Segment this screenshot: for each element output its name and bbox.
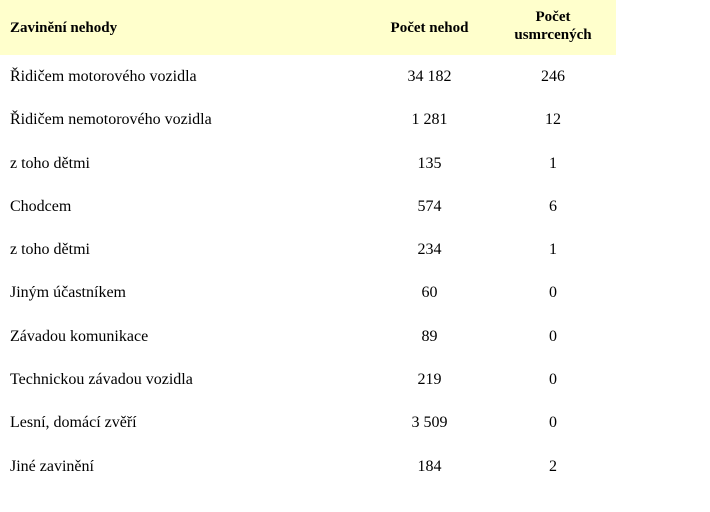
cell-cause: Řidičem nemotorového vozidla: [10, 111, 212, 129]
cell-cause: Lesní, domácí zvěří: [10, 414, 137, 432]
cell-accident-count: 219: [417, 371, 442, 389]
cell-accident-count: 60: [421, 284, 438, 302]
cell-deaths: 1: [549, 241, 557, 259]
header-deaths-line1: Počet: [535, 9, 571, 25]
cell-deaths: 0: [549, 371, 557, 389]
table-row: [0, 271, 616, 314]
cell-cause: Jiné zavinění: [10, 457, 94, 475]
cell-cause: Závadou komunikace: [10, 327, 149, 345]
table-row: [0, 401, 616, 444]
cell-cause: Technickou závadou vozidla: [10, 371, 193, 389]
table-row: [0, 445, 616, 488]
table-row: [0, 142, 616, 185]
table-row: [0, 55, 616, 98]
table-row: [0, 358, 616, 401]
cell-deaths: 1: [549, 154, 557, 172]
header-deaths: [490, 8, 616, 44]
cell-deaths: 246: [541, 68, 565, 85]
cell-cause: Jiným účastníkem: [10, 284, 126, 302]
table-row: [0, 228, 616, 271]
cell-accident-count: 3 509: [411, 414, 448, 432]
cell-deaths: 2: [549, 457, 557, 475]
cell-accident-count: 34 182: [407, 68, 452, 85]
header-deaths-line2: usmrcených: [514, 27, 592, 43]
cell-accident-count: 234: [417, 241, 442, 259]
table-header: [0, 0, 616, 55]
table-row: [0, 98, 616, 141]
cell-cause: z toho dětmi: [10, 241, 90, 259]
cell-deaths: 0: [549, 414, 557, 432]
cell-accident-count: 1 281: [411, 111, 448, 129]
cell-cause: Řidičem motorového vozidla: [10, 68, 197, 85]
cell-accident-count: 184: [417, 457, 442, 475]
table-row: [0, 185, 616, 228]
table-row: [0, 315, 616, 358]
header-accident-count: Počet nehod: [390, 20, 469, 36]
cell-deaths: 0: [549, 327, 557, 345]
table-body: [0, 55, 616, 488]
cell-cause: Chodcem: [10, 197, 72, 215]
cell-deaths: 12: [545, 111, 561, 129]
cell-accident-count: 574: [417, 197, 442, 215]
cell-accident-count: 135: [417, 154, 442, 172]
header-cause: Zavinění nehody: [10, 20, 118, 36]
cell-deaths: 0: [549, 284, 557, 302]
cell-accident-count: 89: [421, 327, 438, 345]
cell-deaths: 6: [549, 197, 557, 215]
cell-cause: z toho dětmi: [10, 154, 90, 172]
